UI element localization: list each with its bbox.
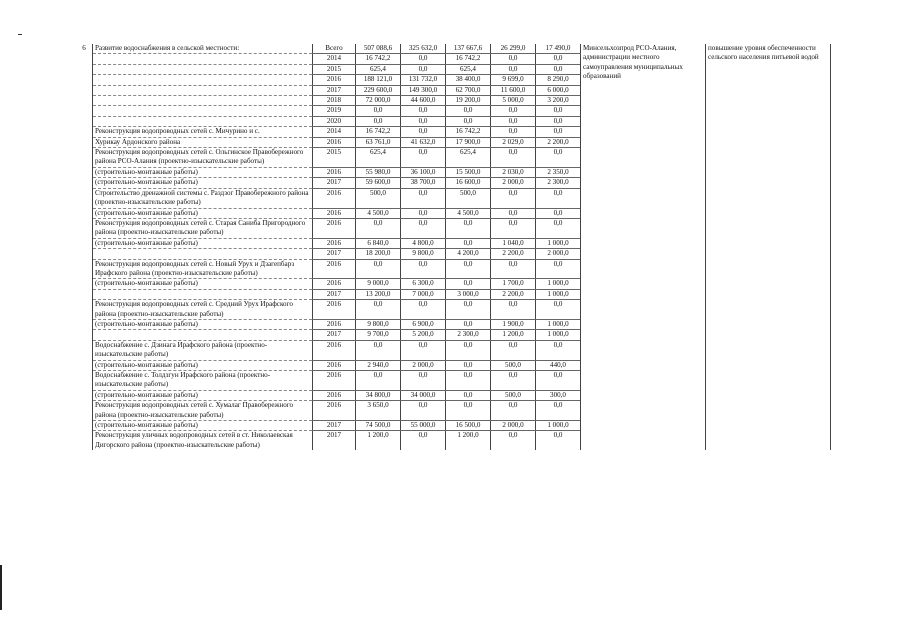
row-value: 0,0 [446,401,491,421]
row-number [76,148,93,168]
row-number [76,259,93,279]
row-value: 1 000,0 [536,330,581,340]
row-value: 0,0 [401,148,446,168]
row-year: 2017 [313,431,356,450]
row-name: Строительство дренажной системы с. Раздзог Правобережного района (проектно-изыскательские работы) [93,188,313,208]
row-value: 0,0 [446,319,491,329]
row-name: Реконструкция водопроводных сетей с. Новый Урух и Дзагепбарз Ирафского района (проектно-изыскательские работы) [93,259,313,279]
row-value: 0,0 [491,127,536,137]
row-name: (строительно-монтажные работы) [93,360,313,370]
row-value: 0,0 [446,279,491,289]
row-value: 188 121,0 [356,75,401,85]
scan-mark [18,34,22,35]
row-value: 0,0 [536,116,581,126]
row-number [76,178,93,188]
row-year: 2017 [313,178,356,188]
row-value: 1 200,0 [446,431,491,450]
row-year: 2016 [313,208,356,218]
row-value: 16 500,0 [446,421,491,431]
row-name: (строительно-монтажные работы) [93,167,313,177]
row-name [93,75,313,85]
row-value: 0,0 [536,431,581,450]
row-number [76,319,93,329]
row-year: 2015 [313,64,356,74]
row-value: 0,0 [536,300,581,320]
row-value: 149 300,0 [401,85,446,95]
row-name [93,330,313,340]
row-value: 6 900,0 [401,319,446,329]
row-value: 1 200,0 [356,431,401,450]
row-value: 0,0 [491,54,536,64]
row-value: 0,0 [401,127,446,137]
row-year: 2016 [313,319,356,329]
row-value: 1 200,0 [491,330,536,340]
row-value: 0,0 [491,188,536,208]
row-value: 0,0 [446,238,491,248]
row-value: 34 800,0 [356,390,401,400]
row-name: (строительно-монтажные работы) [93,390,313,400]
row-value: 0,0 [536,127,581,137]
row-value: 500,0 [446,188,491,208]
row-value: 41 632,0 [401,137,446,147]
row-value: 34 000,0 [401,390,446,400]
row-name [93,106,313,116]
row-name: Хурикау Ардонского района [93,137,313,147]
row-value: 3 650,0 [356,401,401,421]
row-number [76,75,93,85]
row-value: 6 300,0 [401,279,446,289]
row-year: 2016 [313,401,356,421]
row-value: 26 299,0 [491,44,536,54]
row-value: 0,0 [491,148,536,168]
row-year: 2016 [313,300,356,320]
row-value: 0,0 [401,54,446,64]
table-body [76,44,831,450]
row-value: 0,0 [536,148,581,168]
row-name [93,249,313,259]
row-year: Всего [313,44,356,54]
row-value: 500,0 [491,390,536,400]
row-value: 0,0 [536,64,581,74]
row-value: 16 742,2 [446,54,491,64]
row-name [93,289,313,299]
row-value: 4 800,0 [401,238,446,248]
row-year: 2020 [313,116,356,126]
row-year: 2017 [313,330,356,340]
row-name: Реконструкция уличных водопроводных сетей в ст. Николаевская Дигорского района (проектно-изыскательские работы) [93,431,313,450]
row-value: 0,0 [491,208,536,218]
row-name: Реконструкция водопроводных сетей с. Ольгинское Правобережного района РСО-Алания (проектно-изыскательские работы) [93,148,313,168]
row-value: 0,0 [536,54,581,64]
row-name: (строительно-монтажные работы) [93,279,313,289]
row-year: 2016 [313,75,356,85]
row-value: 0,0 [536,188,581,208]
row-value: 0,0 [536,401,581,421]
row-year: 2016 [313,188,356,208]
row-value: 38 700,0 [401,178,446,188]
row-name: Развитие водоснабжения в сельской местности: [93,44,313,54]
row-value: 2 300,0 [446,330,491,340]
row-value: 9 699,0 [491,75,536,85]
row-value: 2 000,0 [536,249,581,259]
row-value: 0,0 [401,401,446,421]
row-value: 0,0 [536,340,581,360]
row-name: (строительно-монтажные работы) [93,319,313,329]
row-value: 0,0 [356,340,401,360]
row-value: 3 200,0 [536,96,581,106]
row-value: 2 200,0 [491,289,536,299]
row-value: 11 600,0 [491,85,536,95]
row-number [76,431,93,450]
row-value: 0,0 [401,106,446,116]
row-number [76,330,93,340]
row-number [76,54,93,64]
row-value: 0,0 [356,371,401,391]
result-cell: повышение уровня обеспеченности сельского населения питьевой водой [706,44,831,450]
row-number [76,390,93,400]
row-value: 0,0 [536,218,581,238]
row-value: 18 200,0 [356,249,401,259]
row-name: (строительно-монтажные работы) [93,238,313,248]
row-number [76,116,93,126]
row-value: 0,0 [446,106,491,116]
row-year: 2016 [313,167,356,177]
row-name: Реконструкция водопроводных сетей с. Старая Саниба Пригородного района (проектно-изыскательские работы) [93,218,313,238]
row-value: 0,0 [446,371,491,391]
scan-edge-line [0,565,2,610]
row-number [76,64,93,74]
row-number [76,96,93,106]
row-value: 9 800,0 [401,249,446,259]
row-number [76,167,93,177]
row-year: 2016 [313,259,356,279]
row-value: 16 600,0 [446,178,491,188]
row-value: 9 000,0 [356,279,401,289]
row-number: 6 [82,44,86,52]
row-value: 2 350,0 [536,167,581,177]
row-number [76,249,93,259]
row-value: 0,0 [446,218,491,238]
row-number [76,218,93,238]
row-year: 2016 [313,137,356,147]
row-value: 2 000,0 [491,421,536,431]
row-number [76,300,93,320]
row-year: 2016 [313,371,356,391]
row-value: 16 742,2 [356,127,401,137]
row-name: (строительно-монтажные работы) [93,208,313,218]
row-value: 4 200,0 [446,249,491,259]
row-value: 0,0 [446,340,491,360]
row-name: Водоснабжение с. Толдзгун Ирафского района (проектно-изыскательские работы) [93,371,313,391]
row-value: 74 500,0 [356,421,401,431]
row-value: 0,0 [446,360,491,370]
row-value: 625,4 [446,148,491,168]
row-value: 0,0 [491,116,536,126]
row-year: 2014 [313,54,356,64]
row-name [93,54,313,64]
row-year: 2019 [313,106,356,116]
row-value: 44 600,0 [401,96,446,106]
row-value: 1 000,0 [536,421,581,431]
row-value: 0,0 [356,106,401,116]
row-value: 0,0 [401,259,446,279]
row-value: 6 000,0 [536,85,581,95]
row-number [76,401,93,421]
row-value: 2 200,0 [536,137,581,147]
row-value: 2 200,0 [491,249,536,259]
row-number [76,85,93,95]
row-number [76,340,93,360]
row-value: 0,0 [536,259,581,279]
row-value: 440,0 [536,360,581,370]
row-value: 0,0 [536,371,581,391]
row-value: 4 500,0 [446,208,491,218]
row-number [76,137,93,147]
row-value: 9 700,0 [356,330,401,340]
row-year: 2016 [313,390,356,400]
row-value: 4 500,0 [356,208,401,218]
row-value: 0,0 [446,116,491,126]
row-value: 0,0 [401,300,446,320]
row-value: 0,0 [491,431,536,450]
row-year: 2014 [313,127,356,137]
row-value: 1 700,0 [491,279,536,289]
row-name [93,116,313,126]
row-value: 2 000,0 [491,178,536,188]
row-year: 2016 [313,360,356,370]
row-value: 55 000,0 [401,421,446,431]
row-value: 325 632,0 [401,44,446,54]
row-year: 2017 [313,85,356,95]
row-year: 2017 [313,289,356,299]
row-value: 59 600,0 [356,178,401,188]
row-value: 1 000,0 [536,279,581,289]
row-value: 0,0 [446,390,491,400]
row-value: 6 840,0 [356,238,401,248]
row-value: 0,0 [356,259,401,279]
row-value: 1 000,0 [536,319,581,329]
row-number [76,279,93,289]
row-name: Реконструкция водопроводных сетей с. Средний Урух Ирафского района (проектно-изыскательские работы) [93,300,313,320]
row-value: 0,0 [356,116,401,126]
row-value: 0,0 [401,431,446,450]
row-value: 0,0 [491,106,536,116]
row-year: 2017 [313,421,356,431]
row-value: 507 088,6 [356,44,401,54]
row-value: 0,0 [491,371,536,391]
row-value: 0,0 [401,116,446,126]
row-year: 2017 [313,249,356,259]
row-value: 0,0 [401,64,446,74]
row-value: 1 900,0 [491,319,536,329]
row-year: 2016 [313,238,356,248]
row-year: 2016 [313,218,356,238]
row-value: 19 200,0 [446,96,491,106]
row-value: 7 000,0 [401,289,446,299]
row-name [93,64,313,74]
row-value: 229 600,0 [356,85,401,95]
table-row [76,44,831,54]
row-value: 5 200,0 [401,330,446,340]
row-value: 16 742,2 [446,127,491,137]
row-value: 0,0 [491,300,536,320]
row-value: 0,0 [401,218,446,238]
row-value: 13 200,0 [356,289,401,299]
row-number [76,106,93,116]
row-number [76,208,93,218]
row-value: 2 029,0 [491,137,536,147]
row-value: 8 290,0 [536,75,581,85]
row-year: 2016 [313,340,356,360]
row-value: 17 900,0 [446,137,491,147]
row-value: 5 000,0 [491,96,536,106]
row-number [76,371,93,391]
row-value: 0,0 [356,218,401,238]
row-value: 36 100,0 [401,167,446,177]
row-value: 0,0 [536,106,581,116]
row-value: 137 667,6 [446,44,491,54]
row-value: 72 000,0 [356,96,401,106]
row-value: 63 761,0 [356,137,401,147]
row-name [93,85,313,95]
row-value: 9 800,0 [356,319,401,329]
row-name: (строительно-монтажные работы) [93,178,313,188]
row-number [76,127,93,137]
row-value: 62 700,0 [446,85,491,95]
row-value: 0,0 [491,340,536,360]
row-value: 0,0 [401,340,446,360]
row-number [76,238,93,248]
row-value: 300,0 [536,390,581,400]
row-value: 0,0 [401,371,446,391]
row-value: 0,0 [491,259,536,279]
row-value: 0,0 [356,300,401,320]
row-value: 38 400,0 [446,75,491,85]
row-name: Реконструкция водопроводных сетей с. Мичурино и с. [93,127,313,137]
row-number [76,289,93,299]
row-value: 0,0 [536,208,581,218]
row-value: 0,0 [401,188,446,208]
row-value: 2 940,0 [356,360,401,370]
row-value: 2 300,0 [536,178,581,188]
row-value: 0,0 [491,64,536,74]
row-value: 0,0 [491,218,536,238]
row-value: 55 980,0 [356,167,401,177]
row-value: 1 040,0 [491,238,536,248]
row-value: 500,0 [356,188,401,208]
program-table [76,44,831,450]
row-name: (строительно-монтажные работы) [93,421,313,431]
row-value: 625,4 [446,64,491,74]
row-year: 2018 [313,96,356,106]
row-value: 0,0 [446,300,491,320]
row-value: 625,4 [356,148,401,168]
row-year: 2016 [313,279,356,289]
row-value: 0,0 [491,401,536,421]
row-value: 1 000,0 [536,289,581,299]
row-name: Водоснабжение с. Дзинага Ирафского района (проектно-изыскательские работы) [93,340,313,360]
row-value: 15 500,0 [446,167,491,177]
row-value: 3 000,0 [446,289,491,299]
row-value: 2 030,0 [491,167,536,177]
row-value: 2 000,0 [401,360,446,370]
executor-cell: Минсельхозпрод РСО-Алания, администрации местного самоуправления муниципальных образований [581,44,706,450]
row-number [76,360,93,370]
row-number [76,421,93,431]
row-value: 17 490,0 [536,44,581,54]
row-name [93,96,313,106]
row-year: 2015 [313,148,356,168]
row-value: 16 742,2 [356,54,401,64]
row-name: Реконструкция водопроводных сетей с. Хумалаг Правобережного района (проектно-изыскательские работы) [93,401,313,421]
row-value: 0,0 [401,208,446,218]
row-value: 625,4 [356,64,401,74]
row-value: 1 000,0 [536,238,581,248]
row-value: 500,0 [491,360,536,370]
row-value: 131 732,0 [401,75,446,85]
row-value: 0,0 [446,259,491,279]
row-number [76,188,93,208]
